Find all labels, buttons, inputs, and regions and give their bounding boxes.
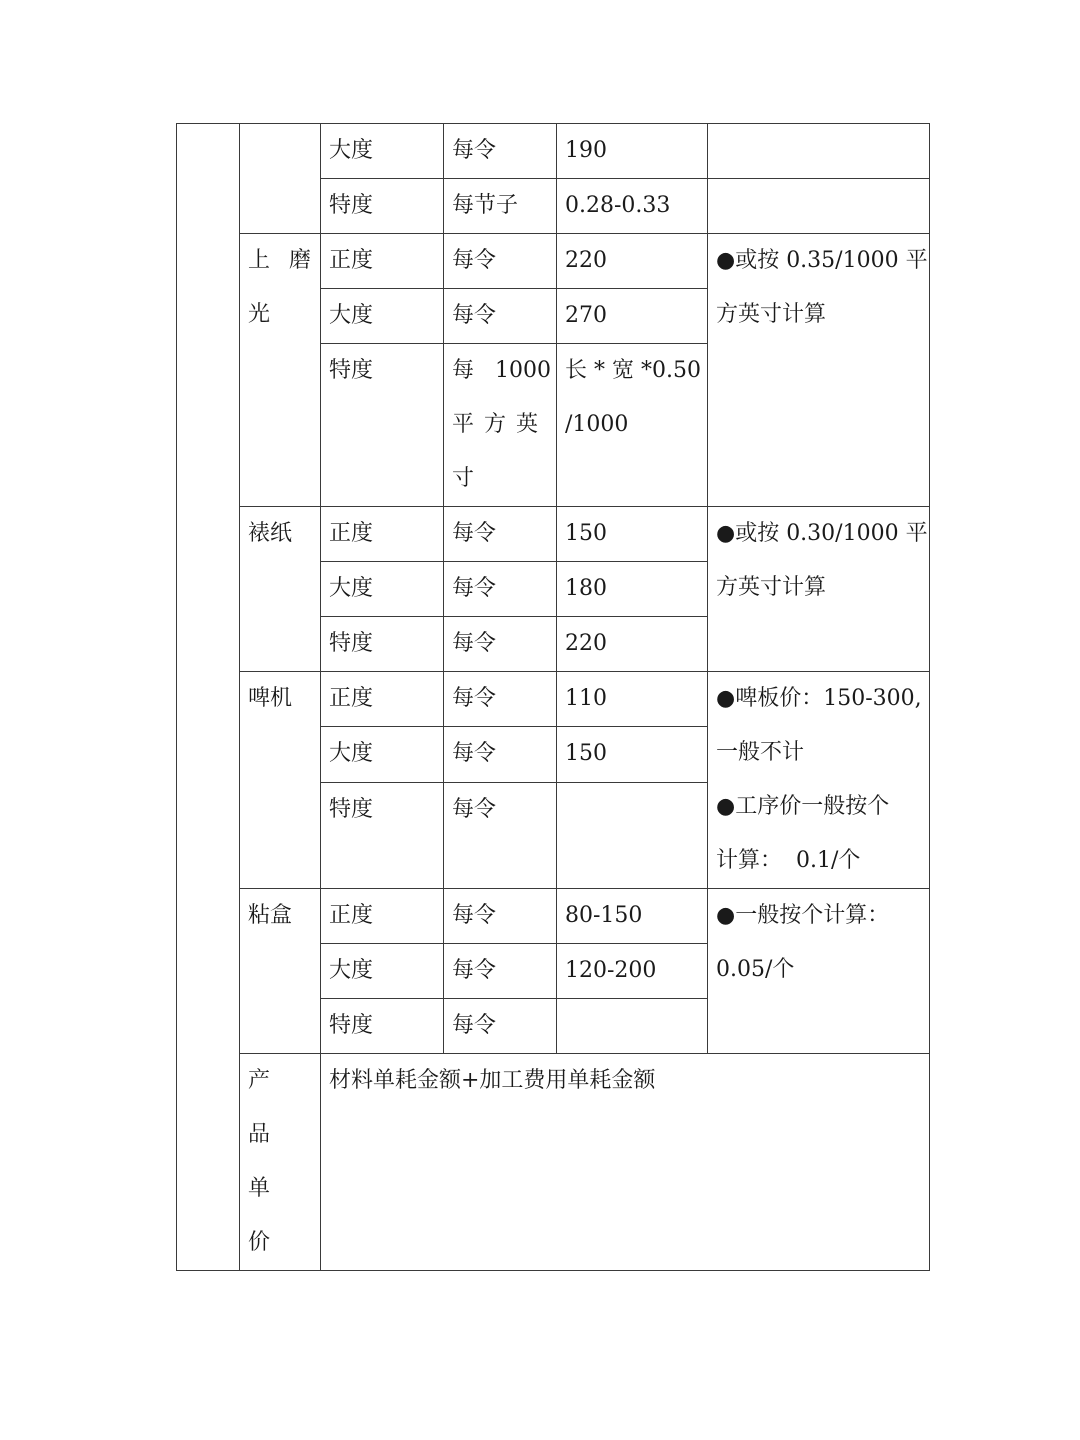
table-row bbox=[177, 234, 930, 289]
table-row bbox=[177, 507, 930, 562]
unit-price-label-char: 产 bbox=[248, 1068, 271, 1093]
grade-cell: 特度 bbox=[321, 999, 444, 1054]
unit-cell bbox=[444, 344, 557, 507]
price-cell bbox=[557, 782, 708, 889]
unit-cell: 每令 bbox=[444, 289, 557, 344]
unit-cell: 每令 bbox=[444, 507, 557, 562]
grade-cell: 正度 bbox=[321, 234, 444, 289]
note-line: 方英寸计算 bbox=[716, 302, 827, 327]
unit-line: 寸 bbox=[452, 466, 475, 491]
note-line: ●啤板价：150-300, bbox=[716, 686, 922, 711]
price-cell bbox=[557, 999, 708, 1054]
grade-cell: 特度 bbox=[321, 344, 444, 507]
grade-cell: 大度 bbox=[321, 289, 444, 344]
grade-cell: 特度 bbox=[321, 617, 444, 672]
price-cell: 220 bbox=[557, 234, 708, 289]
price-line: /1000 bbox=[565, 412, 629, 437]
process-name-line: 光 bbox=[248, 302, 271, 327]
unit-price-label-char: 单 bbox=[248, 1176, 271, 1201]
price-cell: 120-200 bbox=[557, 944, 708, 999]
unit-cell: 每令 bbox=[444, 617, 557, 672]
grade-cell: 正度 bbox=[321, 507, 444, 562]
unit-price-label-char: 价 bbox=[248, 1230, 271, 1255]
unit-cell: 每令 bbox=[444, 672, 557, 727]
grade-cell: 特度 bbox=[321, 179, 444, 234]
grade-cell: 大度 bbox=[321, 727, 444, 782]
price-line: 长 * 宽 *0.50 bbox=[565, 358, 701, 383]
price-cell: 110 bbox=[557, 672, 708, 727]
price-cell: 0.28-0.33 bbox=[557, 179, 708, 234]
unit-cell: 每令 bbox=[444, 562, 557, 617]
unit-price-label-char: 品 bbox=[248, 1122, 271, 1147]
table-row bbox=[177, 124, 930, 179]
unit-cell: 每令 bbox=[444, 782, 557, 889]
note-line: ●工序价一般按个 bbox=[716, 794, 890, 819]
note-line: 计算： 0.1/个 bbox=[716, 848, 861, 873]
note-line: 方英寸计算 bbox=[716, 575, 827, 600]
process-name-cell: 裱纸 bbox=[240, 507, 321, 672]
grade-cell: 正度 bbox=[321, 672, 444, 727]
unit-cell: 每令 bbox=[444, 999, 557, 1054]
unit-price-label-cell bbox=[240, 1054, 321, 1271]
unit-price-formula-cell: 材料单耗金额+加工费用单耗金额 bbox=[321, 1054, 930, 1271]
note-line: 一般不计 bbox=[716, 740, 805, 765]
process-name-cell bbox=[240, 124, 321, 234]
price-cell: 220 bbox=[557, 617, 708, 672]
note-line: ●一般按个计算： bbox=[716, 903, 890, 928]
unit-line: 平方英 bbox=[452, 412, 549, 437]
price-cell: 270 bbox=[557, 289, 708, 344]
note-line: ●或按 0.35/1000 平 bbox=[716, 248, 928, 273]
process-name-cell bbox=[240, 234, 321, 507]
note-cell bbox=[708, 124, 930, 179]
grade-cell: 正度 bbox=[321, 889, 444, 944]
price-cell: 80-150 bbox=[557, 889, 708, 944]
unit-cell: 每令 bbox=[444, 727, 557, 782]
note-cell bbox=[708, 507, 930, 672]
unit-cell: 每令 bbox=[444, 889, 557, 944]
processing-price-table bbox=[176, 123, 930, 1271]
grade-cell: 大度 bbox=[321, 124, 444, 179]
price-cell: 150 bbox=[557, 507, 708, 562]
unit-cell: 每令 bbox=[444, 124, 557, 179]
process-name-cell: 啤机 bbox=[240, 672, 321, 889]
price-cell: 180 bbox=[557, 562, 708, 617]
grade-cell: 特度 bbox=[321, 782, 444, 889]
grade-cell: 大度 bbox=[321, 944, 444, 999]
table-row bbox=[177, 1054, 930, 1271]
process-name-cell: 粘盒 bbox=[240, 889, 321, 1054]
unit-line: 每 1000 bbox=[452, 358, 551, 383]
unit-cell: 每令 bbox=[444, 234, 557, 289]
unit-cell: 每节子 bbox=[444, 179, 557, 234]
table-row bbox=[177, 889, 930, 944]
note-cell bbox=[708, 234, 930, 507]
grade-cell: 大度 bbox=[321, 562, 444, 617]
note-cell bbox=[708, 672, 930, 889]
price-cell bbox=[557, 344, 708, 507]
note-line: ●或按 0.30/1000 平 bbox=[716, 521, 928, 546]
note-cell bbox=[708, 179, 930, 234]
price-cell: 150 bbox=[557, 727, 708, 782]
left-category-cell bbox=[177, 124, 240, 1271]
table-row bbox=[177, 672, 930, 727]
process-name-line: 上 磨 bbox=[248, 248, 317, 273]
unit-cell: 每令 bbox=[444, 944, 557, 999]
price-cell: 190 bbox=[557, 124, 708, 179]
note-line: 0.05/个 bbox=[716, 957, 795, 982]
note-cell bbox=[708, 889, 930, 1054]
